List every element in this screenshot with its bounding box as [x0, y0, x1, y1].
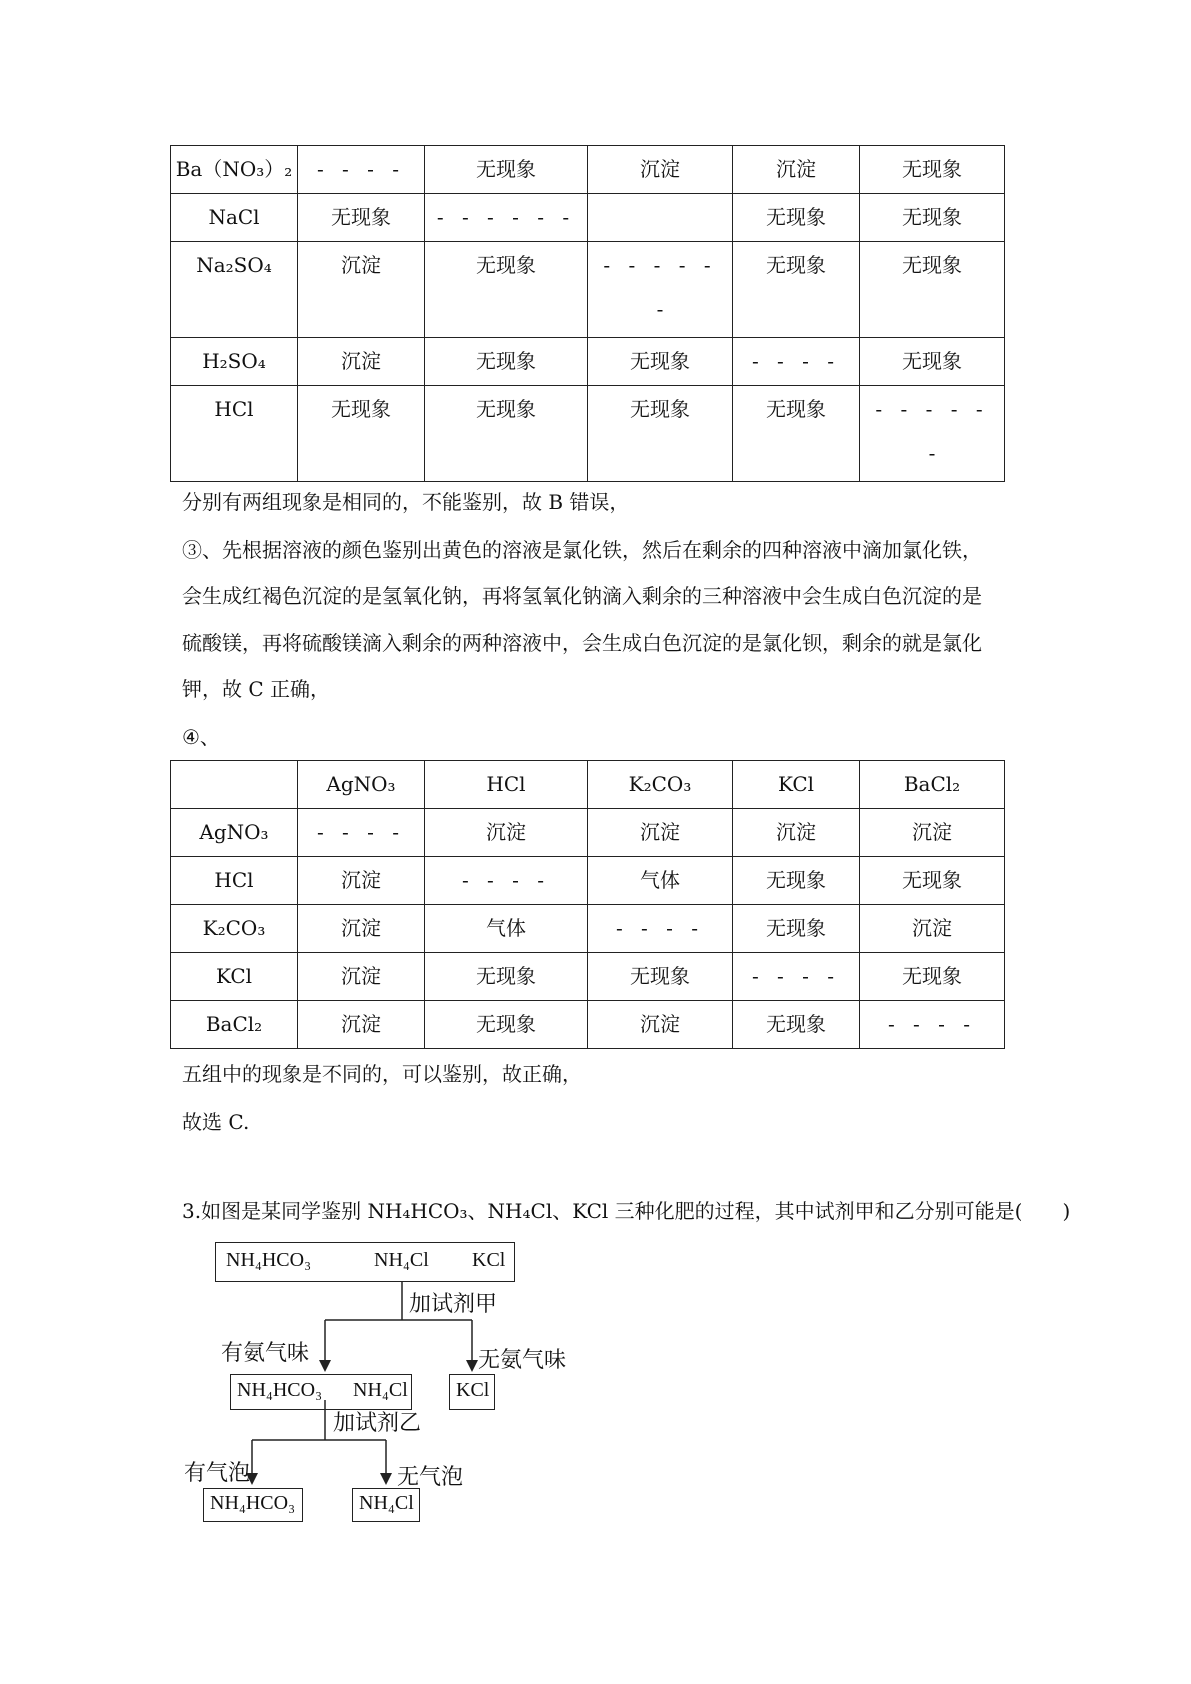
table-cell: 沉淀 — [860, 905, 1005, 953]
paragraph: 分别有两组现象是相同的，不能鉴别，故 B 错误， — [182, 490, 630, 514]
row-label: KCl — [171, 953, 298, 1001]
row-label: K₂CO₃ — [171, 905, 298, 953]
table-cell: - - - - - - — [425, 194, 588, 242]
table-cell: - - - - — [425, 857, 588, 905]
reagent-b-label: 加试剂乙 — [333, 1411, 422, 1436]
table-cell: 无现象 — [425, 338, 588, 386]
table-cell: 沉淀 — [425, 809, 588, 857]
table-cell: 气体 — [588, 857, 733, 905]
header-cell: AgNO₃ — [298, 761, 425, 809]
box-item: NH₄Cl — [353, 1379, 408, 1401]
table-cell: - - - - — [588, 905, 733, 953]
table-cell: 沉淀 — [298, 857, 425, 905]
table-cell: 无现象 — [733, 386, 860, 482]
table-cell: 沉淀 — [298, 338, 425, 386]
table-cell: 无现象 — [298, 386, 425, 482]
table-cell: 沉淀 — [733, 146, 860, 194]
table-cell: 沉淀 — [588, 809, 733, 857]
arrow-head — [380, 1473, 392, 1485]
arrow-head — [466, 1360, 478, 1372]
no-bubbles-label: 无气泡 — [397, 1465, 464, 1490]
dash-text: - - - - - — [603, 253, 717, 277]
paragraph: 五组中的现象是不同的，可以鉴别，故正确， — [182, 1062, 582, 1086]
table-cell: 无现象 — [425, 953, 588, 1001]
box-item: NH₄Cl — [374, 1249, 429, 1271]
dash-text: - - - - - — [875, 397, 989, 421]
table-cell: 沉淀 — [860, 809, 1005, 857]
table-cell: 无现象 — [860, 857, 1005, 905]
paragraph: 硫酸镁，再将硫酸镁滴入剩余的两种溶液中，会生成白色沉淀的是氯化钡，剩余的就是氯化 — [182, 631, 982, 655]
flow-box-kcl: KCl — [449, 1374, 495, 1410]
table-cell: - - - - — [733, 338, 860, 386]
table-cell: 沉淀 — [733, 809, 860, 857]
row-label: BaCl₂ — [171, 1001, 298, 1049]
flow-box-ammonium-salts — [230, 1374, 412, 1410]
table-cell: 无现象 — [733, 1001, 860, 1049]
table-cell: 沉淀 — [298, 953, 425, 1001]
table-cell: 无现象 — [860, 194, 1005, 242]
paragraph: 故选 C. — [182, 1110, 250, 1134]
flow-box-all-fertilizers — [215, 1242, 515, 1282]
row-label: HCl — [171, 386, 298, 482]
table-cell: 沉淀 — [298, 905, 425, 953]
ammonia-smell-label: 有氨气味 — [221, 1341, 310, 1366]
paragraph: 钾，故 C 正确， — [182, 677, 331, 701]
row-label: HCl — [171, 857, 298, 905]
table-cell: 无现象 — [733, 194, 860, 242]
table-cell: 无现象 — [733, 857, 860, 905]
table-cell: 气体 — [425, 905, 588, 953]
header-cell: HCl — [425, 761, 588, 809]
table-cell: 无现象 — [860, 953, 1005, 1001]
table-cell: 无现象 — [588, 953, 733, 1001]
table-cell: 无现象 — [298, 194, 425, 242]
row-label: H₂SO₄ — [171, 338, 298, 386]
table-cell: 无现象 — [860, 146, 1005, 194]
row-label: Ba（NO₃）₂ — [171, 146, 298, 194]
row-label: Na₂SO₄ — [171, 242, 298, 338]
table-cell: 无现象 — [425, 1001, 588, 1049]
header-cell: K₂CO₃ — [588, 761, 733, 809]
flow-box-nh4cl: NH₄Cl — [352, 1488, 420, 1522]
table-cell: - - - - — [860, 1001, 1005, 1049]
box-item: NH₄HCO₃ — [226, 1249, 312, 1271]
table-cell: - - - - — [298, 809, 425, 857]
box-item: NH₄HCO₃ — [237, 1379, 323, 1401]
table-cell: - - - - — [733, 953, 860, 1001]
reagent-a-label: 加试剂甲 — [409, 1292, 498, 1317]
dash-tail: - — [928, 441, 936, 465]
header-cell: BaCl₂ — [860, 761, 1005, 809]
table-cell: 无现象 — [588, 386, 733, 482]
table-cell: - - - - — [298, 146, 425, 194]
table-cell: 沉淀 — [588, 1001, 733, 1049]
table-cell: 无现象 — [860, 242, 1005, 338]
header-cell: KCl — [733, 761, 860, 809]
no-ammonia-smell-label: 无氨气味 — [478, 1348, 567, 1373]
table-cell: 沉淀 — [298, 242, 425, 338]
table-cell: 无现象 — [425, 386, 588, 482]
table-cell: 无现象 — [425, 242, 588, 338]
box-item: KCl — [472, 1249, 506, 1271]
paragraph: ④、 — [182, 725, 220, 749]
table-cell: 无现象 — [425, 146, 588, 194]
question-3-text: 3.如图是某同学鉴别 NH₄HCO₃、NH₄Cl、KCl 三种化肥的过程，其中试剂甲和乙分别可能是( ) — [182, 1199, 1071, 1223]
paragraph: 会生成红褐色沉淀的是氢氧化钠，再将氢氧化钠滴入剩余的三种溶液中会生成白色沉淀的是 — [182, 584, 982, 608]
row-label: AgNO₃ — [171, 809, 298, 857]
dash-tail: - — [656, 297, 664, 321]
bubbles-label: 有气泡 — [184, 1461, 251, 1486]
paragraph: ③、先根据溶液的颜色鉴别出黄色的溶液是氯化铁，然后在剩余的四种溶液中滴加氯化铁， — [182, 538, 982, 562]
table-cell: 无现象 — [733, 905, 860, 953]
table-cell: 无现象 — [860, 338, 1005, 386]
flow-box-nh4hco3: NH₄HCO₃ — [203, 1488, 303, 1522]
row-label: NaCl — [171, 194, 298, 242]
table-cell: 沉淀 — [298, 1001, 425, 1049]
arrow-head — [319, 1360, 331, 1372]
table-cell: 沉淀 — [588, 146, 733, 194]
table-cell: 无现象 — [733, 242, 860, 338]
table-cell: 无现象 — [588, 338, 733, 386]
